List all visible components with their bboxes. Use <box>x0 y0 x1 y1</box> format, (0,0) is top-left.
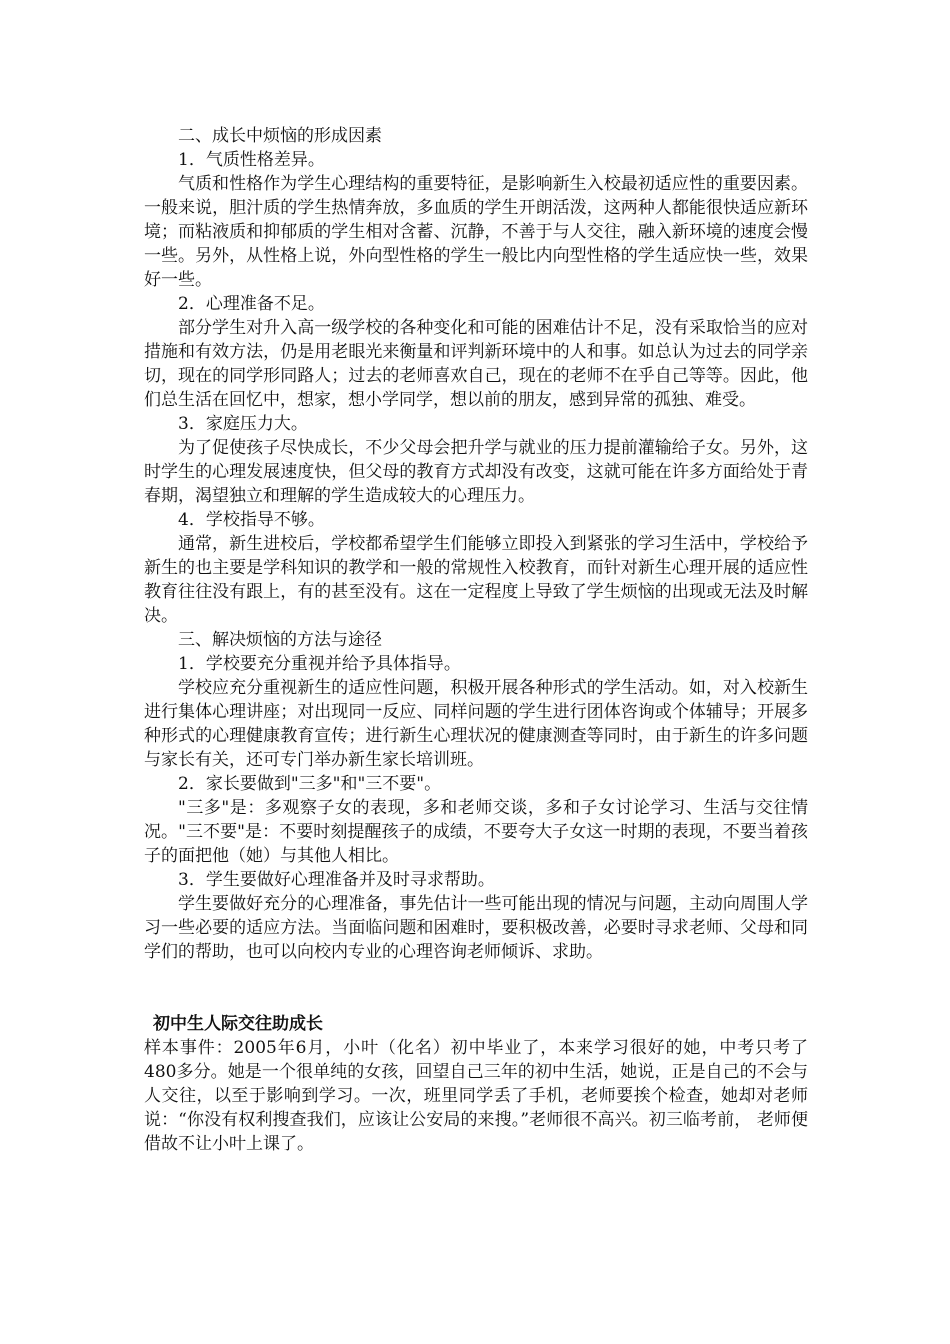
section-3-item-2-title: 2．家长要做到"三多"和"三不要"。 <box>178 774 442 794</box>
document-page <box>144 124 808 1156</box>
section-2-item-4-body: 通常，新生进校后，学校都希望学生们能够立即投入到紧张的学习生活中，学校给予新生的也主要是学科知识的教学和一般的常规性入校教育，而针对新生心理开展的适应性教育往往没有跟上，有的甚至没有。这在一定程度上导致了学生烦恼的出现或无法及时解决。 <box>144 534 808 626</box>
section-2-item-3-body: 为了促使孩子尽快成长，不少父母会把升学与就业的压力提前灌输给子女。另外，这时学生的心理发展速度快，但父母的教育方式却没有改变，这就可能在许多方面给处于青春期，渴望独立和理解的学生造成较大的心理压力。 <box>144 438 808 506</box>
section-3-heading: 三、解决烦恼的方法与途径 <box>178 630 382 650</box>
section-3-item-1-body: 学校应充分重视新生的适应性问题，积极开展各种形式的学生活动。如，对入校新生进行集体心理讲座；对出现同一反应、同样问题的学生进行团体咨询或个体辅导；开展多种形式的心理健康教育宣传；进行新生心理状况的健康测查等同时，由于新生的许多问题与家长有关，还可专门举办新生家长培训班。 <box>144 678 808 770</box>
section-2-item-2-title: 2．心理准备不足。 <box>178 294 325 314</box>
section-2-item-1-body: 气质和性格作为学生心理结构的重要特征，是影响新生入校最初适应性的重要因素。一般来说，胆汁质的学生热情奔放，多血质的学生开朗活泼，这两种人都能很快适应新环境；而粘液质和抑郁质的学生相对含蓄、沉静，不善于与人交往，融入新环境的速度会慢一些。另外，从性格上说，外向型性格的学生一般比内向型性格的学生适应快一些，效果好一些。 <box>144 174 808 290</box>
article-title: 初中生人际交往助成长 <box>153 1014 323 1034</box>
section-3-item-1-title: 1．学校要充分重视并给予具体指导。 <box>178 654 461 674</box>
section-2-item-3-title: 3．家庭压力大。 <box>178 414 308 434</box>
section-2-item-4-title: 4．学校指导不够。 <box>178 510 325 530</box>
article-body: 样本事件：2005年6月，小叶（化名）初中毕业了，本来学习很好的她，中考只考了480多分。她是一个很单纯的女孩，回望自己三年的初中生活，她说，正是自己的不会与人交往，以至于影响到学习。一次，班里同学丢了手机，老师要挨个检查，她却对老师说：“你没有权利搜查我们，应该让公安局的来搜。”老师很不高兴。初三临考前， 老师便借故不让小叶上课了。 <box>144 1038 808 1154</box>
section-2-item-2-body: 部分学生对升入高一级学校的各种变化和可能的困难估计不足，没有采取恰当的应对措施和有效方法，仍是用老眼光来衡量和评判新环境中的人和事。如总认为过去的同学亲切，现在的同学形同路人；过去的老师喜欢自己，现在的老师不在乎自己等等。因此，他们总生活在回忆中，想家，想小学同学，想以前的朋友，感到异常的孤独、难受。 <box>144 318 808 410</box>
spacer <box>144 964 808 1012</box>
section-3-item-2-body: "三多"是：多观察子女的表现，多和老师交谈，多和子女讨论学习、生活与交往情况。"三不要"是：不要时刻提醒孩子的成绩，不要夸大子女这一时期的表现，不要当着孩子的面把他（她）与其他人相比。 <box>144 798 808 866</box>
section-2-item-1-title: 1．气质性格差异。 <box>178 150 325 170</box>
section-3-item-3-title: 3．学生要做好心理准备并及时寻求帮助。 <box>178 870 495 890</box>
section-2-heading: 二、成长中烦恼的形成因素 <box>178 126 382 146</box>
section-3-item-3-body: 学生要做好充分的心理准备，事先估计一些可能出现的情况与问题，主动向周围人学习一些必要的适应方法。当面临问题和困难时，要积极改善，必要时寻求老师、父母和同学们的帮助，也可以向校内专业的心理咨询老师倾诉、求助。 <box>144 894 808 962</box>
